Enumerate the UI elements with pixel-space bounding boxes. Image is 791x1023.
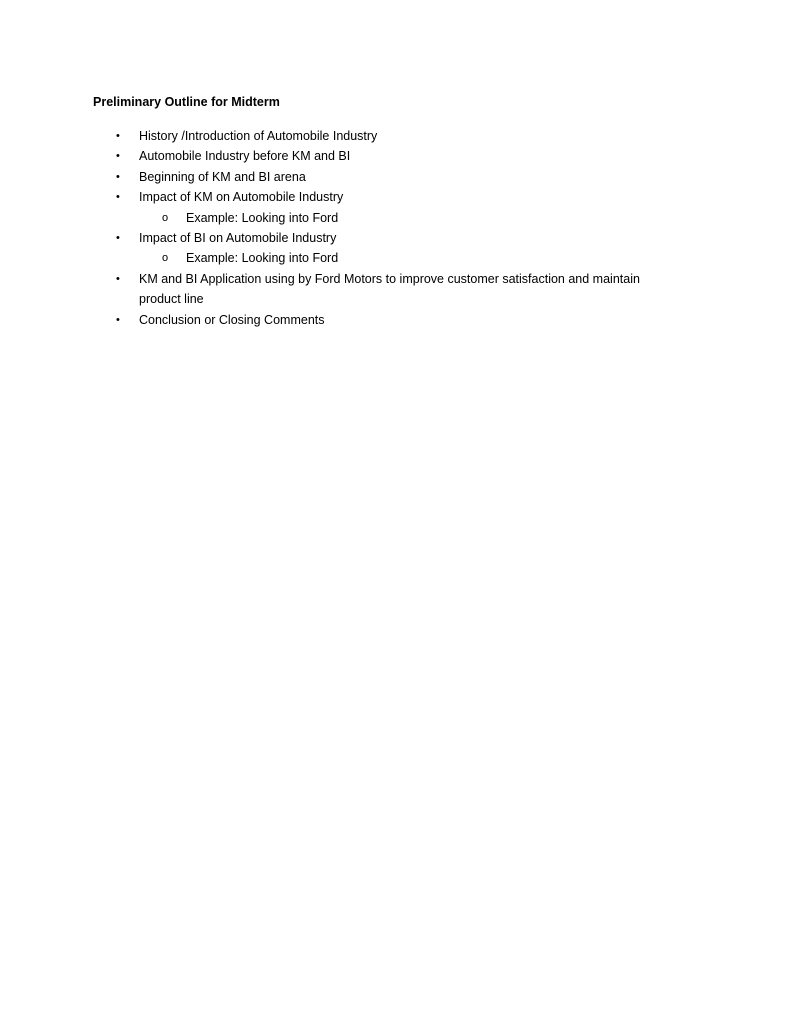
- outline-item-text: Conclusion or Closing Comments: [139, 312, 325, 327]
- outline-item: [0, 310, 791, 330]
- outline-item-text: KM and BI Application using by Ford Motors to improve customer satisfaction and maintain product line: [139, 271, 640, 307]
- outline-list: [0, 126, 791, 330]
- bullet-icon: •: [116, 150, 120, 163]
- bullet-icon: •: [116, 272, 120, 285]
- bullet-icon: •: [116, 232, 120, 245]
- outline-subitem-text: Example: Looking into Ford: [186, 251, 339, 266]
- outline-subitem-text: Example: Looking into Ford: [186, 210, 339, 225]
- outline-item-text: Impact of KM on Automobile Industry: [139, 190, 344, 205]
- outline-item: [0, 269, 791, 310]
- outline-title: Preliminary Outline for Midterm: [93, 95, 280, 109]
- outline-item-text: Impact of BI on Automobile Industry: [139, 231, 337, 246]
- outline-item: [0, 187, 791, 207]
- outline-item-text: Automobile Industry before KM and BI: [139, 149, 351, 164]
- bullet-icon: •: [116, 170, 120, 183]
- outline-item-text: Beginning of KM and BI arena: [139, 169, 306, 184]
- outline-item: [0, 167, 791, 187]
- sub-bullet-icon: o: [162, 211, 169, 224]
- outline-item-text: History /Introduction of Automobile Industry: [139, 129, 378, 143]
- outline-subitem: [0, 248, 791, 268]
- sub-bullet-icon: o: [162, 252, 169, 265]
- outline-item: [0, 146, 791, 166]
- outline-subitem: [0, 208, 791, 228]
- bullet-icon: •: [116, 191, 120, 204]
- bullet-icon: •: [116, 313, 120, 326]
- bullet-icon: •: [116, 130, 120, 142]
- outline-item: [0, 228, 791, 248]
- outline-item: [0, 126, 791, 146]
